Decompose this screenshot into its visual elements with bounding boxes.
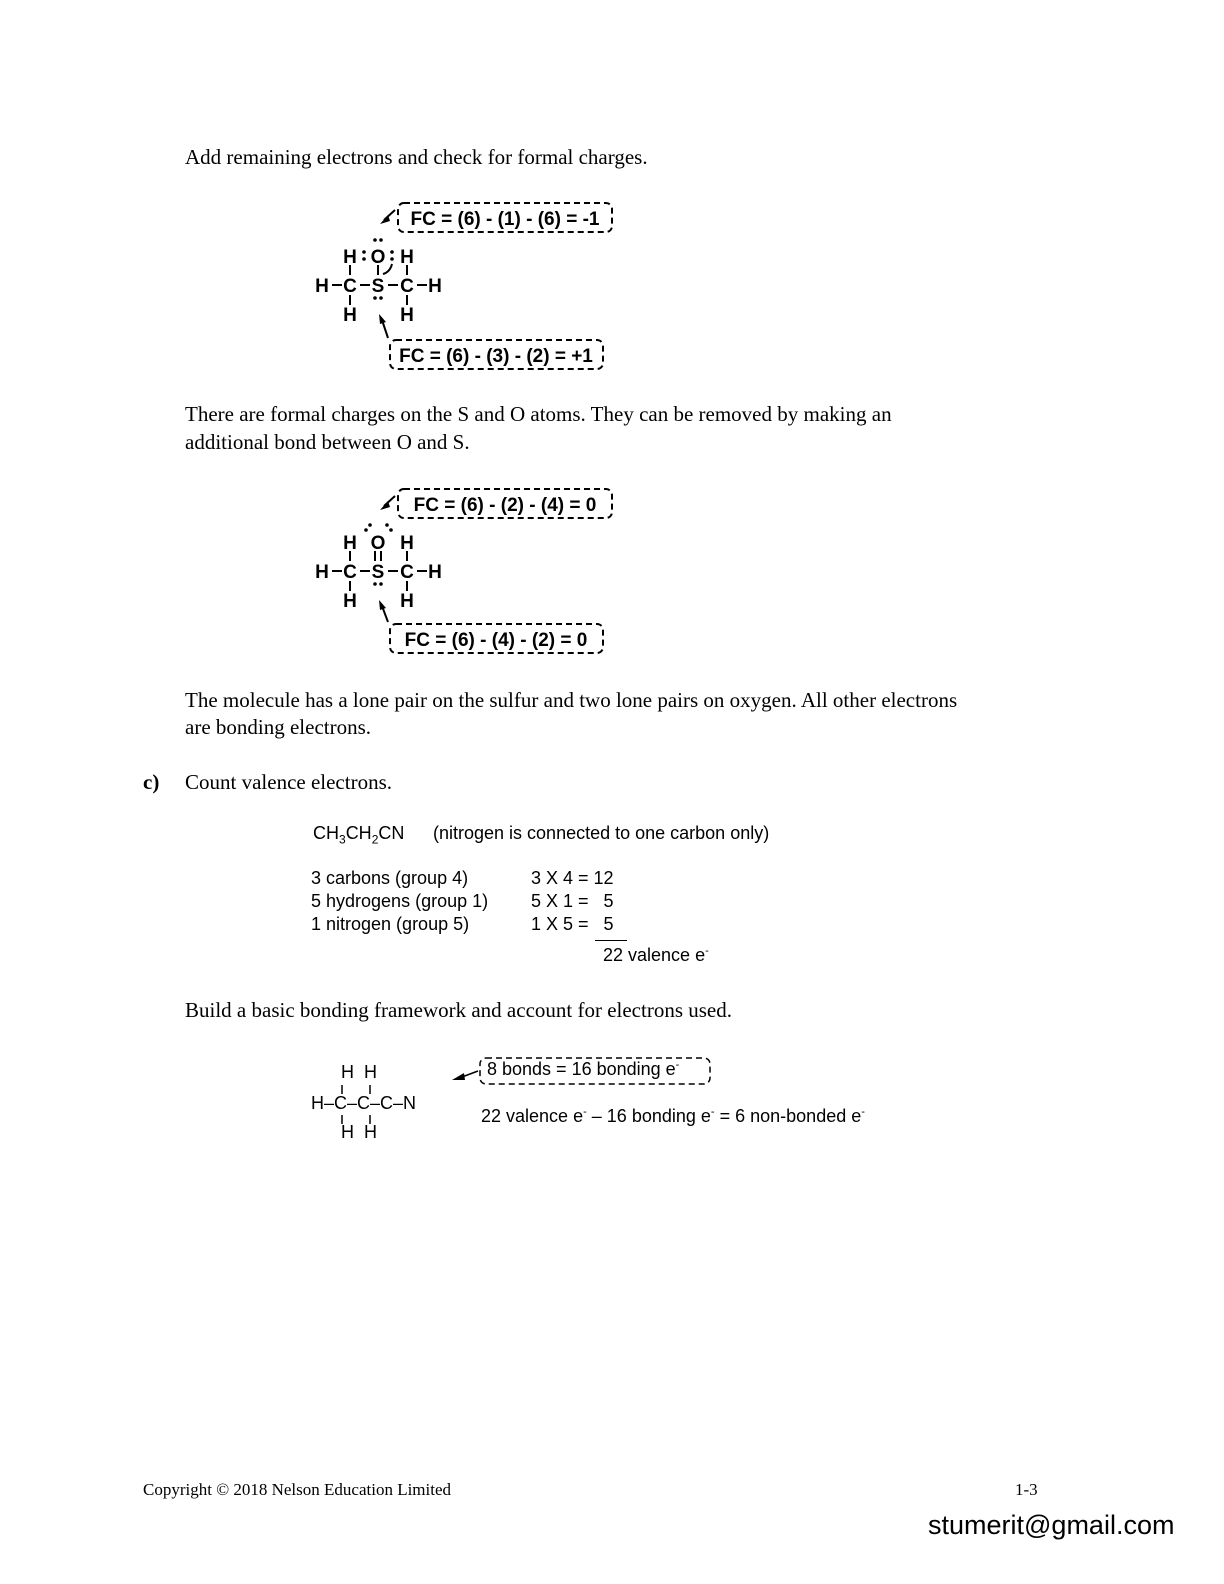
page-number: 1-3 (1015, 1480, 1038, 1499)
structure-label: H (400, 591, 414, 612)
paragraph-formal-charges-line1: There are formal charges on the S and O atoms. They can be removed by making an (185, 402, 892, 426)
electron-calculation: 22 valence e- – 16 bonding e- = 6 non-bonded e- (481, 1106, 865, 1126)
structure-label: O (370, 533, 386, 554)
atom-o: O (370, 247, 386, 268)
atom-h: H (343, 247, 357, 268)
copyright: Copyright © 2018 Nelson Education Limited (143, 1480, 452, 1499)
paragraph-lone-pairs-line1: The molecule has a lone pair on the sulfur and two lone pairs on oxygen. All other electrons (185, 688, 958, 712)
structure-label: H (343, 533, 357, 554)
paragraph-formal-charges-line2: additional bond between O and S. (185, 430, 470, 454)
structure3-chain: H–C–C–C–N (311, 1093, 417, 1113)
atom-h: H (400, 247, 414, 268)
atom-h: H (343, 305, 357, 326)
fc-oxygen-label: FC = (6) - (2) - (4) = 0 (413, 495, 597, 516)
structure3-bottom-h: H H (341, 1122, 377, 1142)
fc-oxygen-label: FC = (6) - (1) - (6) = -1 (410, 209, 600, 230)
structure-label: H (315, 562, 329, 583)
fc-sulfur-label: FC = (6) - (3) - (2) = +1 (399, 346, 593, 367)
structure3-top-h: H H (341, 1062, 377, 1082)
step-add-electrons: Add remaining electrons and check for formal charges. (185, 145, 648, 169)
formula-note: (nitrogen is connected to one carbon only) (433, 823, 770, 843)
structure-mark (452, 1073, 465, 1080)
atom-c: C (400, 276, 414, 297)
structure-label: C (400, 562, 414, 583)
paragraph-lone-pairs-line2: are bonding electrons. (185, 715, 372, 739)
structure-label: H (428, 562, 442, 583)
part-c-label: c) (143, 770, 160, 794)
fc-sulfur-label: FC = (6) - (4) - (2) = 0 (404, 630, 588, 651)
structure-label: S (371, 562, 385, 583)
watermark-email: stumerit@gmail.com (928, 1510, 1175, 1540)
structure-label: C (343, 562, 357, 583)
row-element: 1 nitrogen (group 5) (311, 914, 470, 934)
atom-s: S (371, 276, 385, 297)
row-calc: 1 X 5 = 5 (531, 914, 614, 934)
atom-h: H (400, 305, 414, 326)
step-count-valence: Count valence electrons. (185, 770, 393, 794)
atom-h: H (428, 276, 442, 297)
bonds-note: 8 bonds = 16 bonding e- (487, 1059, 680, 1079)
atom-h: H (315, 276, 329, 297)
step-build-framework: Build a basic bonding framework and account for electrons used. (185, 998, 732, 1022)
valence-total: 22 valence e- (603, 945, 709, 965)
row-element: 3 carbons (group 4) (311, 868, 469, 888)
row-element: 5 hydrogens (group 1) (311, 891, 489, 911)
row-calc: 3 X 4 = 12 (531, 868, 614, 888)
molecular-formula: $CH_3CH_2CN$ (313, 823, 405, 847)
atom-c: C (343, 276, 357, 297)
structure-label: H (343, 591, 357, 612)
row-calc: 5 X 1 = 5 (531, 891, 614, 911)
structure-label: H (400, 533, 414, 554)
